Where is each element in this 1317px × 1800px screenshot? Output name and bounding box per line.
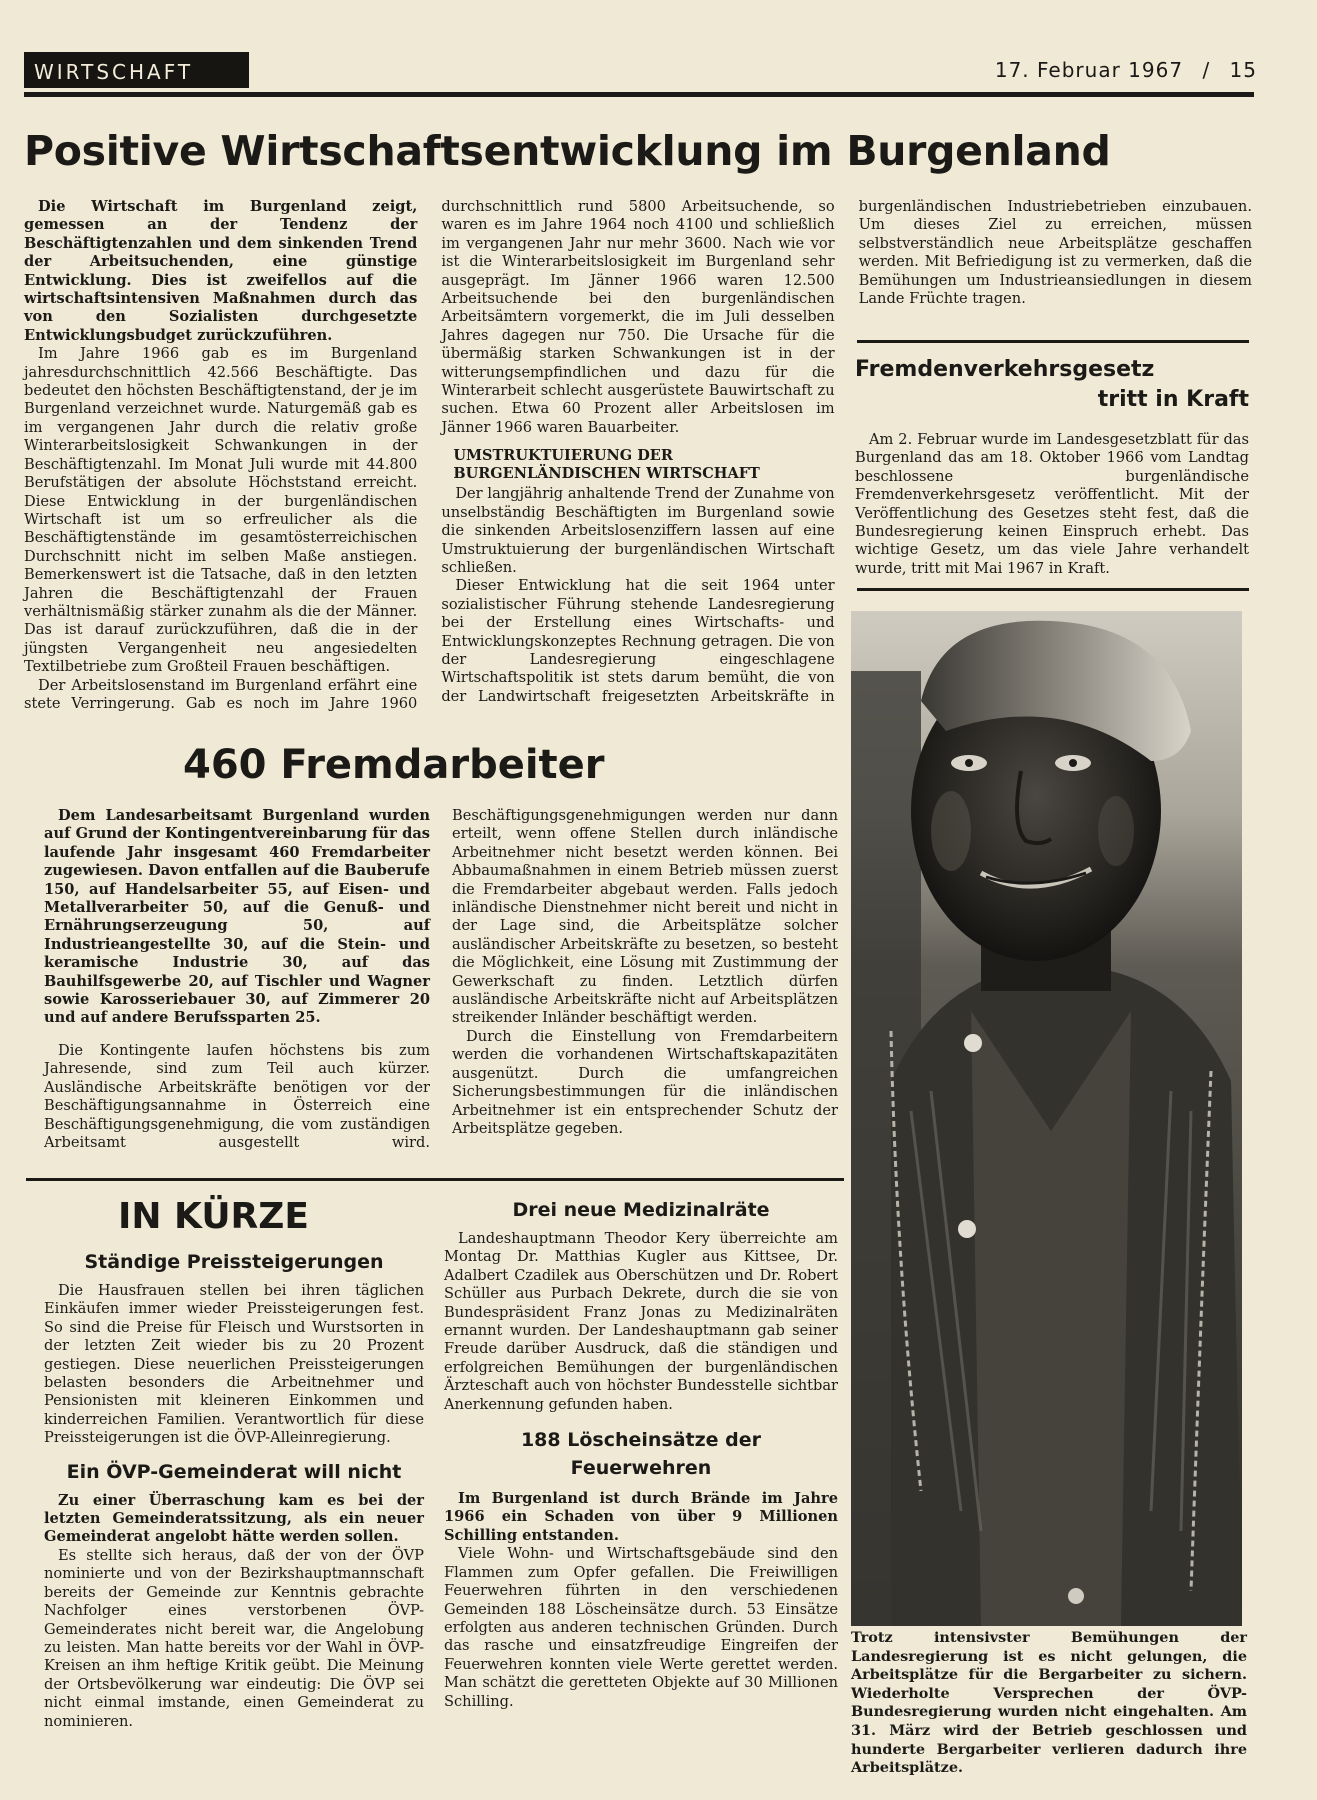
medical-councils-body: Landeshauptmann Theodor Kery überreichte am Montag Dr. Matthias Kugler aus Kittsee, Dr. Adalbert Czadilek aus Oberschützen und Dr. Robert Schüller aus Purbach Dekrete, durch die sie von Bundespräsident Franz Jonas zu Medizinalräten ernannt wurden. Der Landeshauptmann gab seiner Freude darüber Ausdruck, daß die ständigen und erfolgreichen Bemühungen der burgenländischen Ärzteschaft auch von höchster Bundesstelle sichtbar Anerkennung gefunden haben. [444,1230,838,1413]
in-kuerze-right-column [444,1198,838,1711]
fire-brigade-headline-line2: Feuerwehren [570,1457,712,1480]
tourism-headline-line2: tritt in Kraft [1097,387,1249,412]
date-separator: / [1202,58,1211,82]
medical-councils-headline: Drei neue Medizinalräte [512,1199,770,1221]
tourism-body [855,431,1249,581]
miner-photo [851,611,1242,1626]
photo-caption: Trotz intensivster Bemühungen der Landesregierung ist es nicht gelungen, die Arbeitsplätze für die Bergarbeiter zu sichern. Wiederholte Versprechen der ÖVP-Bundesregierung wurden nicht eingehalten. Am 31. März wird der Betrieb geschlossen und hunderte Bergarbeiter verlieren dadurch ihre Arbeitsplätze. [851,1629,1247,1777]
fire-brigade-headline-line1: 188 Löscheinsätze der [520,1429,762,1452]
main-paragraph-4: Dieser Entwicklung hat die seit 1964 unter sozialistischer Führung stehende Landesregierung bei der Erstellung eines Wirtschafts- und Entwicklungskonzeptes Rechnung getragen. Die von der Landesregierung eingeschlagene Wirtschaftspolitik ist stets darum bemüht, die von der Landwirtschaft freigesetzten Arbeitskräfte in burgenländischen Industriebetrieben einzubauen. Um dieses Ziel zu erreichen, müssen selbstverständlich neue Arbeitsplätze geschaffen werden. Mit Befriedigung ist zu vermerken, daß die Bemühungen um Industrieansiedlungen in diesem Lande Früchte tragen. [441,198,1252,705]
main-subheading: UMSTRUKTUIERUNG DER BURGENLÄNDISCHEN WIRTSCHAFT [453,447,760,483]
issue-date: 17. Februar 1967 [994,58,1184,82]
header-rule [24,92,1254,97]
in-kuerze-title: IN KÜRZE [118,1196,309,1237]
foreign-workers-lead: Dem Landesarbeitsamt Burgenland wurden auf Grund der Kontingentvereinbarung für das laufende Jahr insgesamt 460 Fremdarbeiter zugewiesen. Davon entfallen auf die Bauberufe 150, auf Handelsarbeiter 55, auf Eisen- und Metallverarbeiter 50, auf die Genuß- und Ernährungserzeugung 50, auf Industrieangestellte 30, auf die Stein- und keramische Industrie 30, auf das Bauhilfsgewerbe 20, auf Tischler und Wagner sowie Karosseriebauer 30, auf Zimmerer 20 und auf andere Berufssparten 25. [44,807,430,1027]
fire-brigade-lead: Im Burgenland ist durch Brände im Jahre 1966 ein Schaden von über 9 Millionen Schilling entstanden. [444,1490,838,1544]
tourism-paragraph: Am 2. Februar wurde im Landesgesetzblatt für das Burgenland das am 18. Oktober 1966 vom Landtag beschlossene burgenländische Fremdenverkehrsgesetz veröffentlicht. Mit der Veröffentlichung des Gesetzes steht fest, daß die Bundesregierung keinen Einspruch erhebt. Das wichtige Gesetz, um das viele Jahre verhandelt wurde, tritt mit Mai 1967 in Kraft. [855,431,1249,577]
main-paragraph-2: Der Arbeitslosenstand im Burgenland erfährt eine stete Verringerung. Gab es noch im Jahre 1960 durchschnittlich rund 5800 Arbeitsuchende, so waren es im Jahre 1964 noch 4100 und schließlich im vergangenen Jahr nur mehr 3600. Nach wie vor ist die Winterarbeitslosigkeit im Burgenland sehr ausgeprägt. Im Jänner 1966 waren 12.500 Arbeitsuchende bei den burgenländischen Arbeitsämtern vorgemerkt, die im Juli desselben Jahres dagegen nur 750. Die Ursache für die übermäßig starken Schwankungen ist in der witterungsempfindlichen und dazu für die Winterarbeit schlecht ausgerüstete Bauwirtschaft zu suchen. Etwa 60 Prozent aller Arbeitslosen im Jänner 1966 waren Bauarbeiter. [24,198,835,712]
in-kuerze-left-column [44,1250,424,1731]
main-headline: Positive Wirtschaftsentwicklung im Burgenland [24,127,1111,175]
council-headline: Ein ÖVP-Gemeinderat will nicht [66,1460,402,1483]
in-kuerze-rule [26,1178,844,1181]
price-increase-body: Die Hausfrauen stellen bei ihren täglichen Einkäufen immer wieder Preissteigerungen fest. So sind die Preise für Fleisch und Wurstsorten in der letzten Zeit wieder bis zu 20 Prozent gestiegen. Diese neuerlichen Preissteigerungen belasten besonders die Arbeitnehmer und Pensionisten mit kleineren Einkommen und kinderreichen Familien. Verantwortlich für diese Preissteigerungen ist die ÖVP-Alleinregierung. [44,1282,424,1447]
fire-brigade-headline [444,1426,838,1482]
foreign-workers-headline: 460 Fremdarbeiter [183,742,605,788]
council-lead: Zu einer Überraschung kam es bei der letzten Gemeinderatssitzung, als ein neuer Gemeinderat angelobt hätte werden sollen. [44,1491,424,1546]
tourism-top-rule [857,340,1249,343]
foreign-workers-paragraph-1: Die Kontingente laufen höchstens bis zum Jahresende, sind zum Teil auch kürzer. Ausländische Arbeitskräfte benötigen vor der Beschäftigungsannahme in Österreich eine Beschäftigungsgenehmigung, die vom zuständigen Arbeitsamt ausgestellt wird. Beschäftigungsgenehmigungen werden nur dann erteilt, wenn offene Stellen durch inländische Arbeitnehmer nicht besetzt werden können. Bei Abbaumaßnahmen in einem Betrieb müssen zuerst die Fremdarbeiter abgebaut werden. Falls jedoch inländische Dienstnehmer nicht bereit und nicht in der Lage sind, die Arbeitsplätze solcher ausländischer Arbeitskräfte zu besetzen, so besteht die Möglichkeit, eine Lösung mit Zustimmung der Gewerkschaft zu finden. Letztlich dürfen ausländische Arbeitskräfte nicht auf Arbeitsplätzen streikender Inländer beschäftigt werden. [44,807,838,1151]
tourism-headline-line1: Fremdenverkehrsgesetz [855,357,1155,382]
main-lead: Die Wirtschaft im Burgenland zeigt, gemessen an der Tendenz der Beschäftigtenzahlen und dem sinkenden Trend der Arbeitsuchenden, eine günstige Entwicklung. Dies ist zweifellos auf die wirtschaftsintensiven Maßnahmen durch das von den Sozialisten durchgesetzte Entwicklungsbudget zurückzuführen. [24,198,418,344]
dateline [995,58,1257,82]
section-label: WIRTSCHAFT [24,52,249,88]
council-body: Es stellte sich heraus, daß der von der ÖVP nominierte und von der Bezirkshauptmannschaft bereits der Gemeinde zur Kenntnis gebrachte Nachfolger eines verstorbenen ÖVP-Gemeinderates nicht bereit war, die Angelobung zu leisten. Man hatte bereits vor der Wahl in ÖVP-Kreisen an ihm heftige Kritik geübt. Die Meinung der Ortsbevölkerung war eindeutig: Die ÖVP sei nicht einmal imstande, einen Gemeinderat zu nominieren. [44,1546,424,1730]
foreign-workers-body [44,807,838,1162]
main-paragraph-3: Der langjährig anhaltende Trend der Zunahme von unselbständig Beschäftigten im Burgenland sowie die sinkenden Arbeitslosenziffern lassen auf eine Umstruktuierung der burgenländischen Wirtschaft schließen. [441,485,835,576]
main-paragraph-1: Im Jahre 1966 gab es im Burgenland jahresdurchschnittlich 42.566 Beschäftigte. Das bedeutet den höchsten Beschäftigtenstand, der je im Burgenland verzeichnet wurde. Naturgemäß gab es im vergangenen Jahr durch die relativ große Winterarbeitslosigkeit Schwankungen in der Beschäftigtenzahl. Im Monat Juli wurde mit 44.800 Berufstätigen der absolute Höchststand erreicht. Diese Entwicklung in der burgenländischen Wirtschaft ist um so erfreulicher als die Beschäftigtenstände im gesamtösterreichischen Durchschnitt nicht im selben Maße anstiegen. Bemerkenswert ist die Tatsache, daß in den letzten Jahren die Beschäftigtenzahl der Frauen verhältnismäßig stärker zunahm als die der Männer. Das ist darauf zurückzuführen, daß die in der jüngsten Vergangenheit neu angesiedelten Textilbetriebe zum Großteil Frauen beschäftigen. [24,345,418,676]
price-increase-headline: Ständige Preissteigerungen [84,1251,384,1273]
tourism-headline [855,355,1249,415]
tourism-bottom-rule [857,588,1249,591]
foreign-workers-paragraph-2: Durch die Einstellung von Fremdarbeitern werden die vorhandenen Wirtschaftskapazitäten ausgenützt. Durch die umfangreichen Sicherungsbestimmungen für die inländischen Arbeitnehmer ist ein entsprechender Schutz der Arbeitsplätze gegeben. [452,1027,838,1137]
miner-photo-illustration [851,611,1242,1626]
page-number: 15 [1229,58,1257,82]
fire-brigade-body: Viele Wohn- und Wirtschaftsgebäude sind den Flammen zum Opfer gefallen. Die Freiwilligen Feuerwehren führten in den verschiedenen Gemeinden 188 Löscheinsätze durch. 53 Einsätze erfolgten aus anderen technischen Gründen. Durch das rasche und einsatzfreudige Eingreifen der Feuerwehren konnten viele Werte gerettet werden. Man schätzt die geretteten Objekte auf 30 Millionen Schilling. [444,1545,838,1710]
